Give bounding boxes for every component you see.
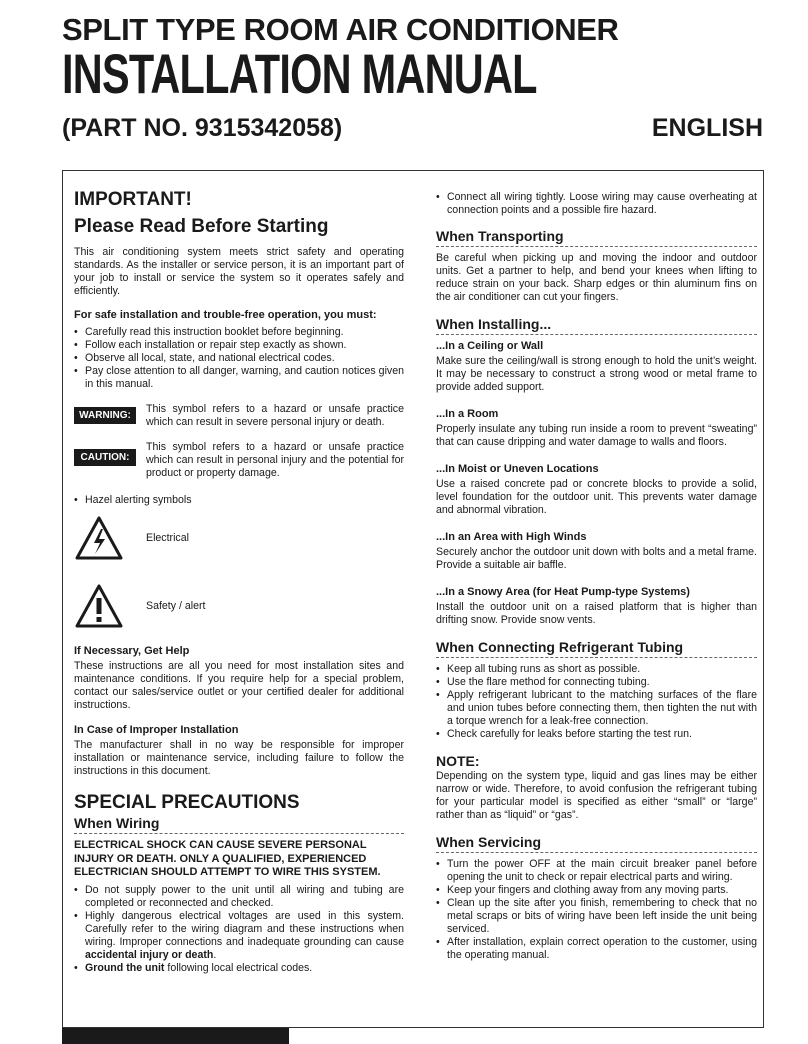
electrical-label: Electrical <box>146 531 189 544</box>
ceiling-heading: ...In a Ceiling or Wall <box>436 340 544 352</box>
list-item: • Follow each installation or repair step exactly as shown. <box>74 339 404 352</box>
wiring-list-continued <box>436 191 757 217</box>
improper-text: The manufacturer shall in no way be responsible for improper installation or maintenance service, including failure to follow the instructions in this document. <box>74 739 404 777</box>
get-help-text: These instructions are all you need for most installation sites and maintenance conditions. If you require help for a special problem, contact our sales/service outlet or your certified dealer for additional instructions. <box>74 660 404 711</box>
caution-badge: CAUTION: <box>74 449 136 466</box>
wiring-emphasis: accidental injury or death <box>85 948 214 961</box>
special-precautions-heading: SPECIAL PRECAUTIONS <box>74 792 300 813</box>
warning-row <box>74 403 404 429</box>
electrical-symbol-row <box>74 513 404 563</box>
servicing-list <box>436 858 757 962</box>
moist-text: Use a raised concrete pad or concrete blocks to provide a solid, level foundation for the outdoor unit. This prevents water damage and abnormal vibration. <box>436 478 757 516</box>
note-heading: NOTE: <box>436 753 480 769</box>
list-item: • Use the flare method for connecting tubing. <box>436 676 757 689</box>
left-column <box>74 178 404 975</box>
get-help-heading: If Necessary, Get Help <box>74 645 190 657</box>
intro-paragraph: This air conditioning system meets strict safety and operating standards. As the installer or service person, it is an important part of your job to install or service the system so it operates safely and efficiently. <box>74 246 404 297</box>
shock-warning: ELECTRICAL SHOCK CAN CAUSE SEVERE PERSONAL INJURY OR DEATH. ONLY A QUALIFIED, EXPERIENCED ELECTRICIAN SHOULD ATTEMPT TO WIRE THIS SYSTEM. <box>74 839 381 878</box>
language-label: ENGLISH <box>651 114 763 142</box>
snow-text: Install the outdoor unit on a raised platform that is higher than drifting snow. Provide snow vents. <box>436 601 757 626</box>
part-number: (PART NO. 9315342058) <box>62 114 343 142</box>
room-text: Properly insulate any tubing run inside a room to prevent “sweating” that can cause dripping and water damage to walls and floors. <box>436 423 757 448</box>
safety-symbol-row <box>74 581 404 631</box>
list-item: • Keep all tubing runs as short as possible. <box>436 663 757 676</box>
list-item: • Pay close attention to all danger, warning, and caution notices given in this manual. <box>74 365 404 391</box>
safety-label: Safety / alert <box>146 599 206 612</box>
servicing-heading: When Servicing <box>436 836 757 853</box>
list-item: • After installation, explain correct operation to the customer, using the operating manual. <box>436 936 757 962</box>
wind-heading: ...In an Area with High Winds <box>436 531 587 543</box>
manual-subtitle: SPLIT TYPE ROOM AIR CONDITIONER <box>62 12 619 47</box>
list-item: • Hazel alerting symbols <box>74 494 404 507</box>
refrigerant-list <box>436 663 757 741</box>
must-heading: For safe installation and trouble-free operation, you must: <box>74 309 377 321</box>
important-heading: IMPORTANT! <box>74 189 192 210</box>
list-item <box>74 962 404 975</box>
warning-badge: WARNING: <box>74 407 136 424</box>
ceiling-text: Make sure the ceiling/wall is strong enough to hold the unit’s weight. It may be necessary to construct a strong wood or metal frame to provide added support. <box>436 355 757 393</box>
list-item: • Observe all local, state, and national electrical codes. <box>74 352 404 365</box>
read-before-heading: Please Read Before Starting <box>74 216 329 237</box>
footer-bar <box>62 1028 289 1044</box>
caution-row <box>74 441 404 480</box>
hazel-list <box>74 494 404 507</box>
wiring-text-end: . <box>213 948 217 961</box>
moist-heading: ...In Moist or Uneven Locations <box>436 463 599 475</box>
list-item: • Apply refrigerant lubricant to the matching surfaces of the flare and union tubes before connecting them, then tighten the nut with a torque wrench for a leak-free connection. <box>436 689 757 728</box>
snow-heading: ...In a Snowy Area (for Heat Pump-type Systems) <box>436 586 690 598</box>
list-item: • Clean up the site after you finish, remembering to check that no metal scraps or bits of wiring have been left inside the unit being serviced. <box>436 897 757 936</box>
transporting-text: Be careful when picking up and moving the indoor and outdoor units. Get a partner to help, and bend your knees when lifting to reduce strain on your back. Sharp edges or thin aluminum fins on the air conditioner can cut your fingers. <box>436 252 757 303</box>
improper-heading: In Case of Improper Installation <box>74 724 239 736</box>
wind-text: Securely anchor the outdoor unit down with bolts and a metal frame. Provide a suitable air baffle. <box>436 546 757 571</box>
caution-text: This symbol refers to a hazard or unsafe practice which can result in personal injury and the potential for product or property damage. <box>146 441 404 479</box>
list-item: • Check carefully for leaks before starting the test run. <box>436 728 757 741</box>
list-item: • Keep your fingers and clothing away from any moving parts. <box>436 884 757 897</box>
safety-alert-icon <box>74 583 124 629</box>
manual-title: INSTALLATION MANUAL <box>62 42 537 105</box>
ground-emphasis: Ground the unit <box>85 961 165 974</box>
refrigerant-heading: When Connecting Refrigerant Tubing <box>436 641 757 658</box>
electrical-hazard-icon <box>74 515 124 561</box>
room-heading: ...In a Room <box>436 408 499 420</box>
ground-text: following local electrical codes. <box>164 961 313 974</box>
note-text: Depending on the system type, liquid and gas lines may be either narrow or wide. Therefore, to avoid confusion the refrigerant tubing for your particular model is specified as either “small” or “large” rather than as “liquid” or “gas”. <box>436 770 757 821</box>
wiring-list <box>74 884 404 975</box>
list-item: • Do not supply power to the unit until all wiring and tubing are completed or reconnected and checked. <box>74 884 404 910</box>
right-column <box>436 191 757 962</box>
list-item <box>74 910 404 962</box>
list-item: • Connect all wiring tightly. Loose wiring may cause overheating at connection points and a possible fire hazard. <box>436 191 757 217</box>
list-item: • Carefully read this instruction booklet before beginning. <box>74 326 404 339</box>
installing-heading: When Installing... <box>436 318 757 335</box>
wiring-text: Highly dangerous electrical voltages are used in this system. Carefully refer to the wiring diagram and these instructions when wiring. Improper connections and inadequate grounding can cause <box>85 909 404 948</box>
warning-text: This symbol refers to a hazard or unsafe practice which can result in severe personal injury or death. <box>146 403 404 428</box>
must-list <box>74 326 404 391</box>
transporting-heading: When Transporting <box>436 230 757 247</box>
when-wiring-heading: When Wiring <box>74 817 404 834</box>
list-item: • Turn the power OFF at the main circuit breaker panel before opening the unit to check or repair electrical parts and wiring. <box>436 858 757 884</box>
